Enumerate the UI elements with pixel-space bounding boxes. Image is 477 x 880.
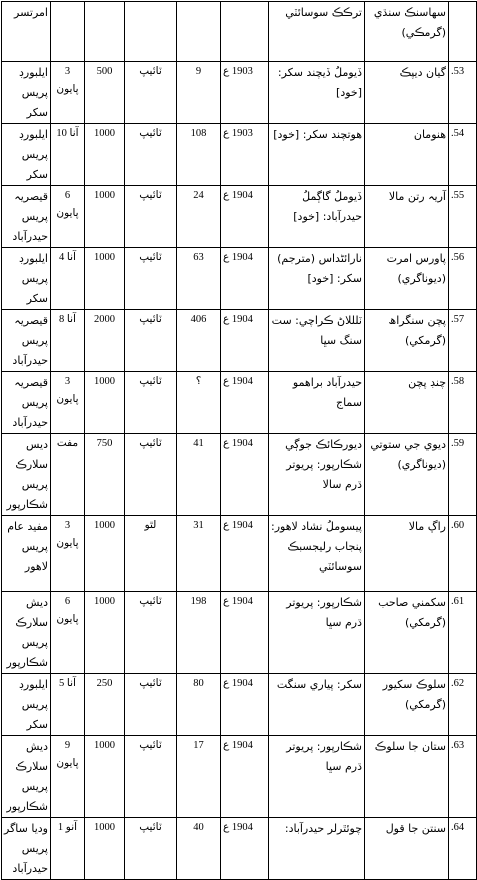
table-row bbox=[2, 736, 477, 818]
print-type-cell: ٽائيپ bbox=[125, 372, 177, 434]
price-cell: 3 پايون bbox=[51, 372, 85, 434]
price-cell: 3 پايون bbox=[51, 516, 85, 592]
row-number-cell: .58 bbox=[449, 372, 477, 434]
table-row bbox=[2, 310, 477, 372]
press-name-cell: ايلبورڊ پريس سکر bbox=[2, 674, 51, 736]
price-cell: 8 آنا bbox=[51, 310, 85, 372]
row-number-cell: .55 bbox=[449, 186, 477, 248]
price-cell: مفت bbox=[51, 434, 85, 516]
pages-cell: 17 bbox=[177, 736, 221, 818]
print-type-cell: ٽائيپ bbox=[125, 310, 177, 372]
row-number-cell: .56 bbox=[449, 248, 477, 310]
year-cell: 1904 ع bbox=[221, 248, 269, 310]
press-name-cell: قيصريہ پريس حيدرآباد bbox=[2, 372, 51, 434]
book-title-cell: پاورس امرت (ديوناگري) bbox=[365, 248, 449, 310]
book-title-cell: سلوڪ سکيور (گرمکي) bbox=[365, 674, 449, 736]
copies-cell: 250 bbox=[85, 674, 125, 736]
press-name-cell: ديش سلارڪ پريس شڪارپور bbox=[2, 736, 51, 818]
table-body bbox=[2, 2, 477, 880]
year-cell: 1904 ع bbox=[221, 818, 269, 880]
header-publisher: ترڪڪ سوسائٽي bbox=[269, 2, 365, 62]
press-name-cell: ديش سلارڪ پريس شڪارپور bbox=[2, 592, 51, 674]
press-name-cell: ايلبورڊ پريس سکر bbox=[2, 124, 51, 186]
row-number-cell: .61 bbox=[449, 592, 477, 674]
publisher-place-cell: پيسوملُ نشاد لاهور: پنجاب رليجسبڪ سوسائٽي bbox=[269, 516, 365, 592]
book-title-cell: گيان ديپڪ bbox=[365, 62, 449, 124]
publisher-place-cell: شڪارپور: پريوتر ڌرم سڀا bbox=[269, 592, 365, 674]
year-cell: 1904 ع bbox=[221, 516, 269, 592]
copies-cell: 1000 bbox=[85, 818, 125, 880]
price-cell: 1 آنو bbox=[51, 818, 85, 880]
press-name-cell: قيصريہ پريس حيدرآباد bbox=[2, 186, 51, 248]
publisher-place-cell: ديورڪائڪ جوڳي شڪارپور: پريوتر ڌرم سالا bbox=[269, 434, 365, 516]
price-cell: 9 پايون bbox=[51, 736, 85, 818]
press-name-cell: مفيد عام پريس لاهور bbox=[2, 516, 51, 592]
pages-cell: 41 bbox=[177, 434, 221, 516]
copies-cell: 750 bbox=[85, 434, 125, 516]
publisher-place-cell: نارائڻداس (مترجم) سکر: [خود] bbox=[269, 248, 365, 310]
row-number-cell: .62 bbox=[449, 674, 477, 736]
year-cell: 1904 ع bbox=[221, 674, 269, 736]
year-cell: 1904 ع bbox=[221, 434, 269, 516]
row-number-cell: .60 bbox=[449, 516, 477, 592]
table-row bbox=[2, 186, 477, 248]
table-row bbox=[2, 62, 477, 124]
pages-cell: 24 bbox=[177, 186, 221, 248]
publisher-place-cell: ڏيوملُ گاڳملُ حيدرآباد: [خود] bbox=[269, 186, 365, 248]
price-cell: 10 آنا bbox=[51, 124, 85, 186]
book-title-cell: هنومان bbox=[365, 124, 449, 186]
print-type-cell: ٽائيپ bbox=[125, 434, 177, 516]
year-cell: 1904 ع bbox=[221, 592, 269, 674]
header-book: سهاسنڪ سنڌي (گرمڪي) bbox=[365, 2, 449, 62]
pages-cell: 406 bbox=[177, 310, 221, 372]
copies-cell: 1000 bbox=[85, 186, 125, 248]
press-name-cell: وديا ساگر پريس حيدرآباد bbox=[2, 818, 51, 880]
header-copies-cell bbox=[85, 2, 125, 62]
price-cell: 6 پايون bbox=[51, 592, 85, 674]
press-name-cell: ديس سلارڪ پريس شڪارپور bbox=[2, 434, 51, 516]
year-cell: 1904 ع bbox=[221, 736, 269, 818]
copies-cell: 1000 bbox=[85, 736, 125, 818]
press-name-cell: ايلبورڊ پريس سکر bbox=[2, 62, 51, 124]
print-type-cell: ٽائيپ bbox=[125, 674, 177, 736]
print-type-cell: ٽائيپ bbox=[125, 186, 177, 248]
pages-cell: ؟ bbox=[177, 372, 221, 434]
pages-cell: 9 bbox=[177, 62, 221, 124]
print-type-cell: ٽائيپ bbox=[125, 592, 177, 674]
copies-cell: 500 bbox=[85, 62, 125, 124]
print-type-cell: ٽائيپ bbox=[125, 736, 177, 818]
row-number-cell: .57 bbox=[449, 310, 477, 372]
copies-cell: 1000 bbox=[85, 592, 125, 674]
header-sno-cell bbox=[449, 2, 477, 62]
header-pages-cell bbox=[177, 2, 221, 62]
print-type-cell: ٽائيپ bbox=[125, 124, 177, 186]
publisher-place-cell: چوئٿرلر حيدرآباد: bbox=[269, 818, 365, 880]
copies-cell: 1000 bbox=[85, 372, 125, 434]
row-number-cell: .64 bbox=[449, 818, 477, 880]
row-number-cell: .59 bbox=[449, 434, 477, 516]
row-number-cell: .53 bbox=[449, 62, 477, 124]
press-name-cell: قيصريہ پريس حيدرآباد bbox=[2, 310, 51, 372]
catalog-table bbox=[1, 1, 477, 880]
book-title-cell: چنڊ پچن bbox=[365, 372, 449, 434]
header-printer: امرتسر bbox=[2, 2, 51, 62]
table-row bbox=[2, 434, 477, 516]
publisher-place-cell: شڪارپور: پريوتر ڌرم سڀا bbox=[269, 736, 365, 818]
year-cell: 1903 ع bbox=[221, 62, 269, 124]
print-type-cell: ٽائيپ bbox=[125, 62, 177, 124]
copies-cell: 2000 bbox=[85, 310, 125, 372]
year-cell: 1904 ع bbox=[221, 310, 269, 372]
book-title-cell: سنتن جا قول bbox=[365, 818, 449, 880]
print-type-cell: لٿو bbox=[125, 516, 177, 592]
publisher-place-cell: ٽلللاڻ ڪراچي: ست سنگ سڀا bbox=[269, 310, 365, 372]
header-year-cell bbox=[221, 2, 269, 62]
year-cell: 1904 ع bbox=[221, 372, 269, 434]
pages-cell: 80 bbox=[177, 674, 221, 736]
year-cell: 1904 ع bbox=[221, 186, 269, 248]
press-name-cell: ايلبورڊ پريس سکر bbox=[2, 248, 51, 310]
pages-cell: 40 bbox=[177, 818, 221, 880]
price-cell: 3 پايون bbox=[51, 62, 85, 124]
table-row bbox=[2, 516, 477, 592]
year-cell: 1903 ع bbox=[221, 124, 269, 186]
print-type-cell: ٽائيپ bbox=[125, 248, 177, 310]
table-row bbox=[2, 592, 477, 674]
publisher-place-cell: ڏيوملُ ڏيچند سکر: [خود] bbox=[269, 62, 365, 124]
copies-cell: 1000 bbox=[85, 248, 125, 310]
price-cell: 6 پايون bbox=[51, 186, 85, 248]
publisher-place-cell: سکر: پياري سنگت bbox=[269, 674, 365, 736]
table-row bbox=[2, 372, 477, 434]
header-price-cell bbox=[51, 2, 85, 62]
pages-cell: 63 bbox=[177, 248, 221, 310]
pages-cell: 31 bbox=[177, 516, 221, 592]
pages-cell: 108 bbox=[177, 124, 221, 186]
book-title-cell: آريہ رتن مالا bbox=[365, 186, 449, 248]
table-row bbox=[2, 248, 477, 310]
publisher-place-cell: هوتچند سکر: [خود] bbox=[269, 124, 365, 186]
header-row bbox=[2, 2, 477, 62]
row-number-cell: .54 bbox=[449, 124, 477, 186]
table-row bbox=[2, 818, 477, 880]
book-title-cell: سکمني صاحب (گرمکي) bbox=[365, 592, 449, 674]
table-row bbox=[2, 674, 477, 736]
price-cell: 5 آنا bbox=[51, 674, 85, 736]
price-cell: 4 آنا bbox=[51, 248, 85, 310]
book-title-cell: ستان جا سلوڪ bbox=[365, 736, 449, 818]
book-title-cell: پچن سنگراھ (گرمکي) bbox=[365, 310, 449, 372]
copies-cell: 1000 bbox=[85, 516, 125, 592]
publisher-place-cell: حيدرآباد براهمو سماج bbox=[269, 372, 365, 434]
pages-cell: 198 bbox=[177, 592, 221, 674]
book-title-cell: راڳ مالا bbox=[365, 516, 449, 592]
row-number-cell: .63 bbox=[449, 736, 477, 818]
copies-cell: 1000 bbox=[85, 124, 125, 186]
header-type-cell bbox=[125, 2, 177, 62]
print-type-cell: ٽائيپ bbox=[125, 818, 177, 880]
table-row bbox=[2, 124, 477, 186]
book-title-cell: ديوي جي ستوتي (ديوناگري) bbox=[365, 434, 449, 516]
